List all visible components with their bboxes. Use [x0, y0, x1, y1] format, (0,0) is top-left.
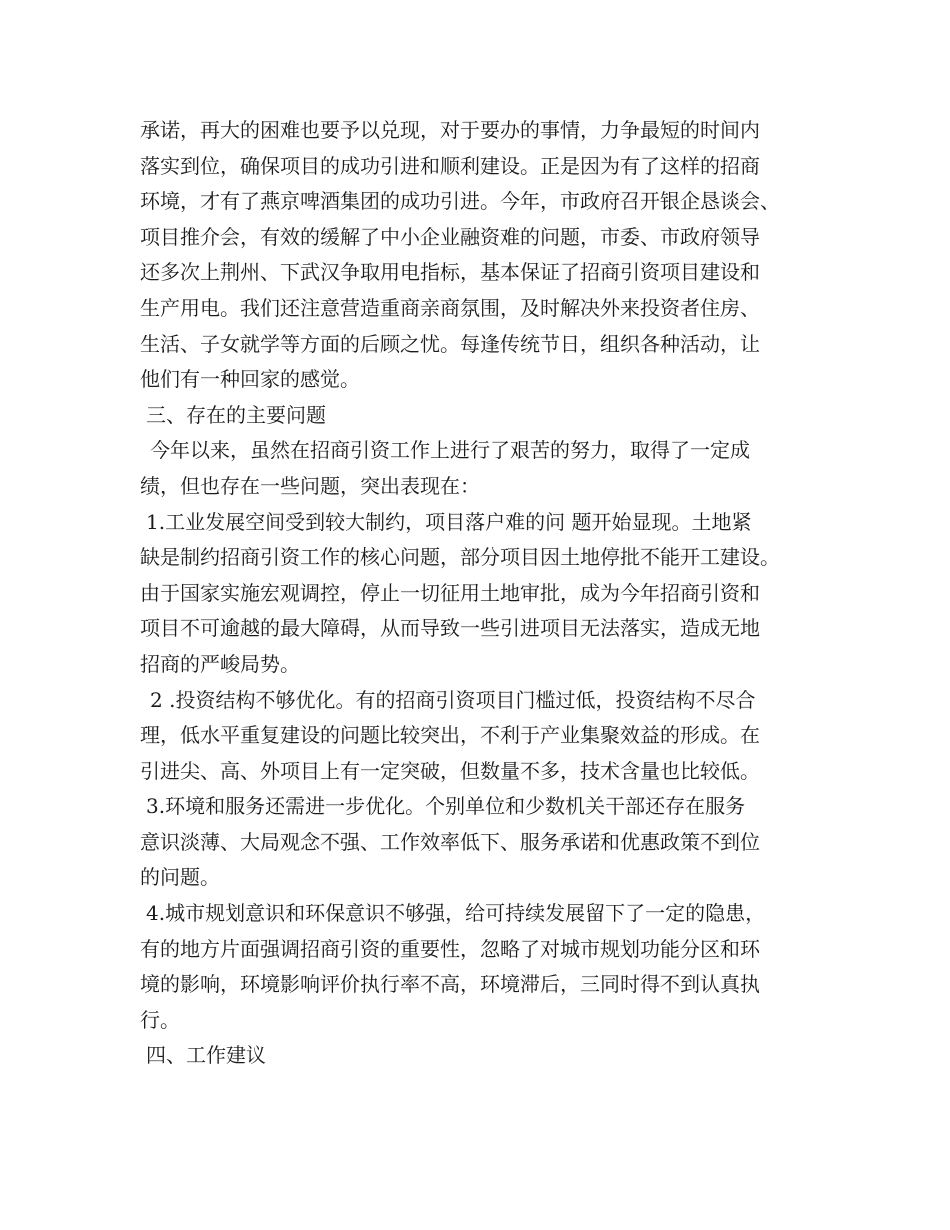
section-heading: 四、工作建议 [146, 1043, 266, 1068]
body-text-line: 理，低水平重复建设的问题比较突出，不利于产业集聚效益的形成。在 [140, 723, 760, 748]
list-item-first-line: 1.工业发展空间受到较大制约，项目落户难的问 题开始显现。土地紧 [146, 509, 752, 534]
body-text-line: 还多次上荆州、下武汉争取用电指标，基本保证了招商引资项目建设和 [140, 260, 760, 285]
body-text-line: 生产用电。我们还注意营造重商亲商氛围，及时解决外来投资者住房、 [140, 295, 760, 320]
body-text-line: 境的影响，环境影响评价执行率不高，环境滞后，三同时得不到认真执 [140, 972, 760, 997]
list-item-first-line: 2 .投资结构不够优化。有的招商引资项目门槛过低，投资结构不尽合 [150, 687, 756, 712]
body-text-line: 有的地方片面强调招商引资的重要性，忽略了对城市规划功能分区和环 [140, 936, 760, 961]
body-text-line: 意识淡薄、大局观念不强、工作效率低下、服务承诺和优惠政策不到位 [140, 829, 760, 854]
body-text-line: 项目推介会，有效的缓解了中小企业融资难的问题，市委、市政府领导 [140, 224, 760, 249]
body-text-line: 行。 [140, 1007, 180, 1032]
list-item-first-line: 4.城市规划意识和环保意识不够强，给可持续发展留下了一定的隐患， [146, 901, 766, 926]
body-text-line: 引进尖、高、外项目上有一定突破，但数量不多，技术含量也比较低。 [140, 758, 760, 783]
body-text-line: 项目不可逾越的最大障碍，从而导致一些引进项目无法落实，造成无地 [140, 616, 760, 641]
body-text-line: 生活、子女就学等方面的后顾之忧。每逢传统节日，组织各种活动，让 [140, 331, 760, 356]
body-text-line: 他们有一种回家的感觉。 [140, 367, 360, 392]
body-text-line: 环境，才有了燕京啤酒集团的成功引进。今年，市政府召开银企恳谈会、 [140, 189, 780, 214]
body-text-line: 落实到位，确保项目的成功引进和顺利建设。正是因为有了这样的招商 [140, 153, 760, 178]
body-text-line: 的问题。 [140, 865, 220, 890]
body-text-line: 招商的严峻局势。 [140, 651, 300, 676]
body-text-line: 由于国家实施宏观调控，停止一切征用土地审批，成为今年招商引资和 [140, 580, 760, 605]
list-item-first-line: 3.环境和服务还需进一步优化。个别单位和少数机关干部还存在服务 [146, 794, 746, 819]
section-heading: 三、存在的主要问题 [146, 402, 326, 427]
body-text-line: 承诺，再大的困难也要予以兑现，对于要办的事情，力争最短的时间内 [140, 118, 760, 142]
body-text-line: 绩，但也存在一些问题，突出表现在： [140, 473, 480, 498]
paragraph-first-line: 今年以来，虽然在招商引资工作上进行了艰苦的努力，取得了一定成 [150, 438, 750, 463]
body-text-line: 缺是制约招商引资工作的核心问题，部分项目因土地停批不能开工建设。 [140, 545, 780, 570]
document-body [140, 113, 840, 1074]
